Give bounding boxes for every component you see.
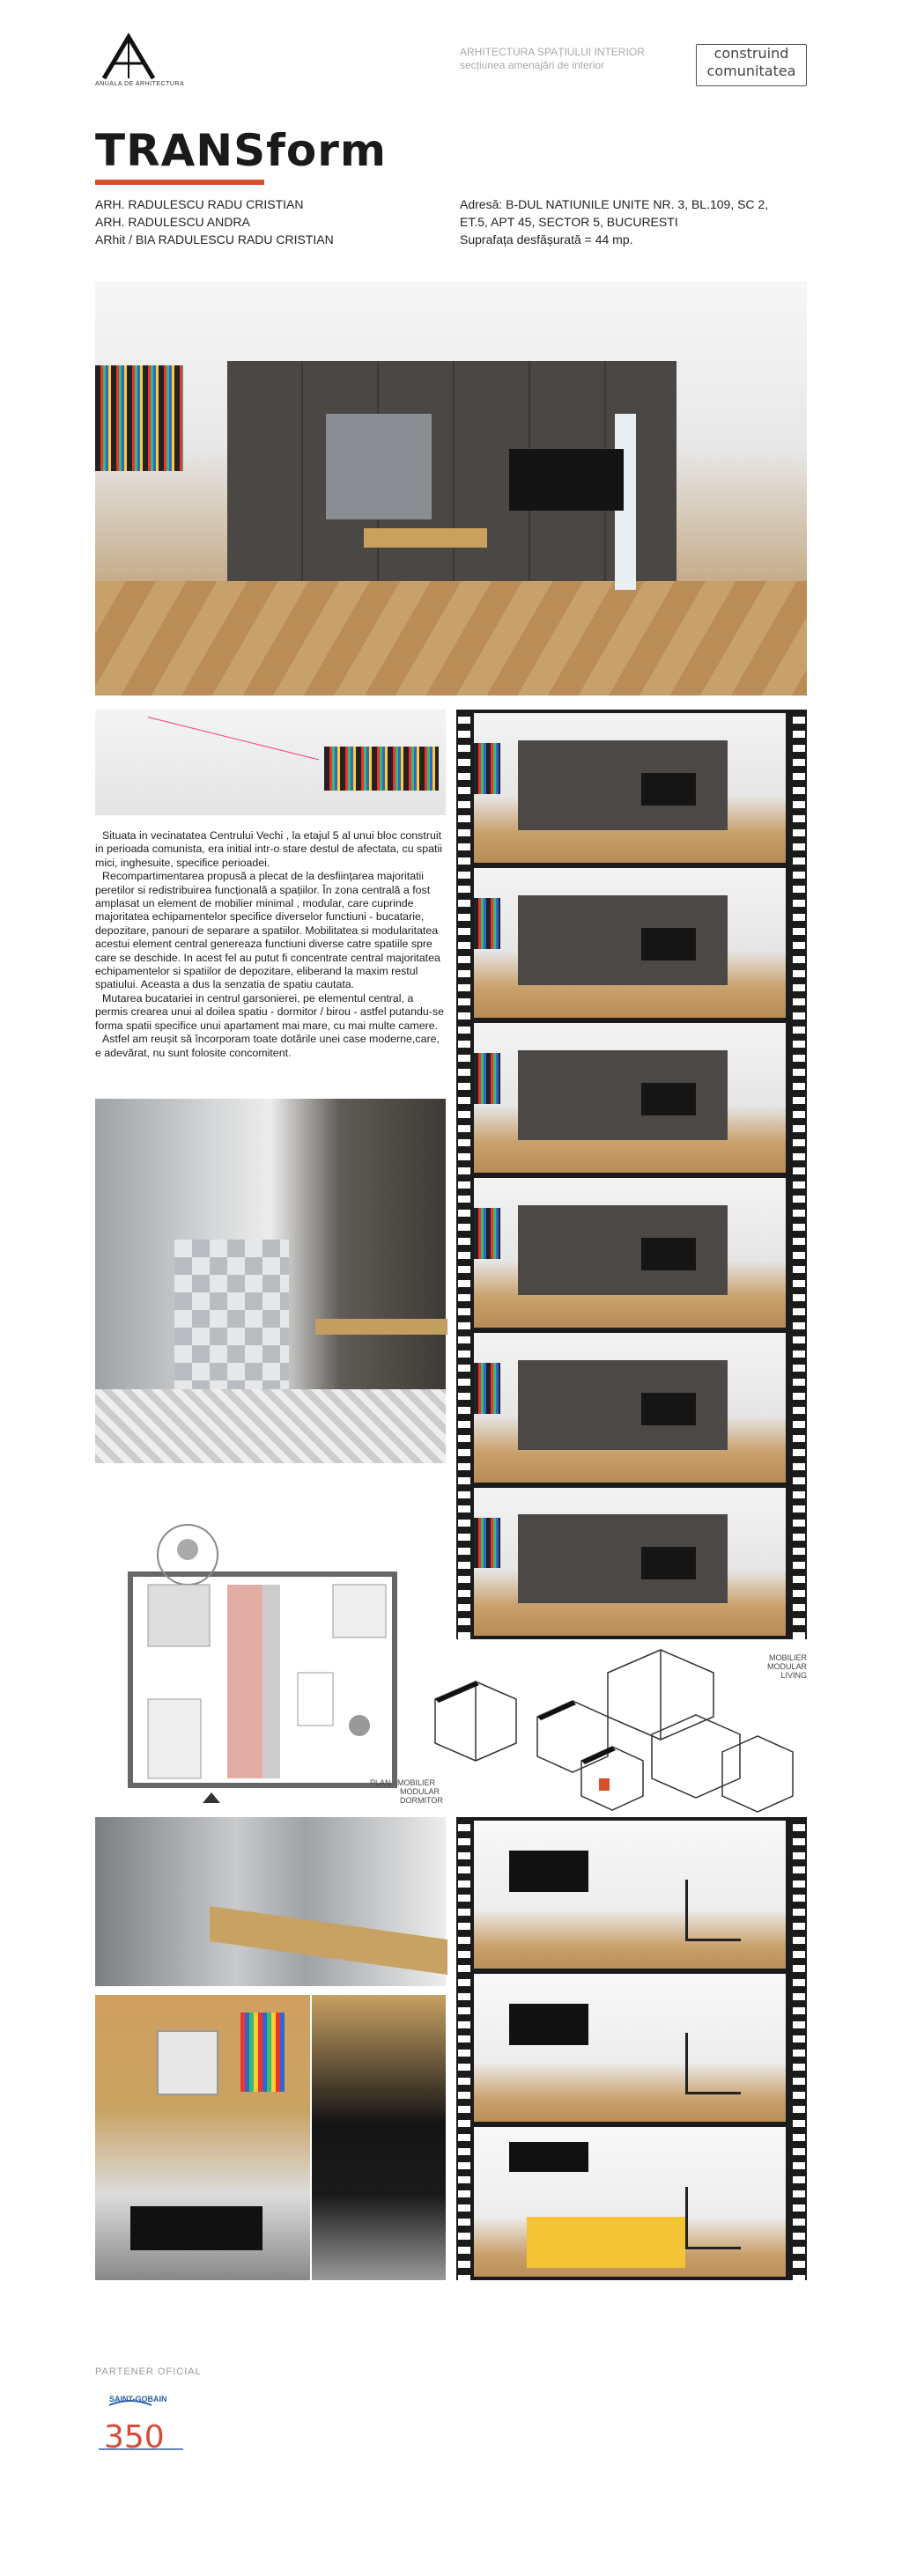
description-paragraph: Recompartimentarea propusă a plecat de la desființarea majoritatii peretilor si redistribuirea funcțională a spațiilor. În zona centrală a fost amplasat un element de mobilier minimal , modular, care cuprinde majoritatea echipamentelor specifice diverselor functiuni - bucatarie, depozitare, panouri de separare a spatiilor. Mobilitatea si modularitatea acestui element central genereaza functiuni diverse catre spatiile spre care se deschide. In acest fel au putut fi concentrate central majoritatea echipamentelor si spatiilor de depozitare, eliberand la maxim restul spatiului. Aceasta a dus la senzatia de spatiu cautata.: [95, 870, 440, 991]
sequence-frame: [474, 868, 786, 1018]
label-mobilier-living: MOBILIER MODULAR LIVING: [766, 1653, 807, 1680]
page-title: TRANSform: [95, 125, 388, 176]
sequence-frame: [474, 713, 786, 863]
architect-1: ARH. RADULESCU RADU CRISTIAN: [95, 197, 304, 211]
title-underline: [95, 180, 264, 185]
sequence-frame: [474, 1178, 786, 1328]
hero-photo: [95, 282, 807, 696]
kitchen-counter-photo: [95, 1817, 446, 1986]
logo-caption: ANUALA DE ARHITECTURA: [95, 81, 185, 87]
description-paragraph: Situata in vecinatatea Centrului Vechi , la etajul 5 al unui bloc construit in perioada comunista, era initial intr-o stare destul de afectata, cu spatii mici, inghesuite, specifice perioadei.: [95, 829, 442, 869]
sequence-frame: [474, 1023, 786, 1173]
bathroom-photo: [95, 1995, 310, 2280]
architect-2: ARH. RADULESCU ANDRA: [95, 215, 250, 229]
address-block: Adresă: B-DUL NATIUNILE UNITE NR. 3, BL.109, SC 2, ET.5, APT 45, SECTOR 5, BUCURESTI Suprafața desfășurată = 44 mp.: [460, 197, 769, 247]
construind-comunitatea-badge: construind comunitatea: [696, 44, 807, 86]
bedroom-sequence-filmstrip: [456, 1817, 807, 2280]
kitchen-photo: [95, 1099, 446, 1463]
description-paragraph: Astfel am reușit să încorporam toate dotările unei case moderne,care, e adevărat, nu sunt folosite concomitent.: [95, 1033, 440, 1059]
sequence-frame: [474, 1974, 786, 2122]
description-paragraph: Mutarea bucatariei in centrul garsonierei, pe elementul central, a permis crearea unui al doilea spatiu - dormitor / birou - astfel putandu-se forma spatii specifice unui apartament mai mare, cu mai multe camere.: [95, 991, 445, 1032]
architect-3: ARhit / BIA RADULESCU RADU CRISTIAN: [95, 232, 334, 247]
hallway-strip-photo: [95, 710, 446, 815]
floor-plan-drawing: [95, 1523, 446, 1805]
category-label: ARHITECTURA SPAȚIULUI INTERIOR secțiunea amenajări de interior: [460, 46, 645, 71]
saint-gobain-logo-icon: [95, 2395, 201, 2455]
bathroom-detail-photo: [312, 1995, 446, 2280]
living-sequence-filmstrip: [456, 710, 807, 1639]
project-description: [95, 829, 446, 1060]
sequence-frame: [474, 1821, 786, 1969]
partner-label: PARTENER OFICIAL: [95, 2366, 202, 2377]
saint-gobain-number: 350: [104, 2419, 165, 2455]
saint-gobain-name: SAINT-GOBAIN: [109, 2395, 167, 2403]
isometric-furniture-diagrams: [432, 1646, 807, 1814]
architects-list: [95, 195, 334, 248]
sequence-frame: [474, 2127, 786, 2277]
sequence-frame: [474, 1333, 786, 1483]
sequence-frame: [474, 1488, 786, 1636]
label-plan-mobilier-dormitor: PLAN MOBILIER MODULAR DORMITOR: [370, 1778, 443, 1805]
